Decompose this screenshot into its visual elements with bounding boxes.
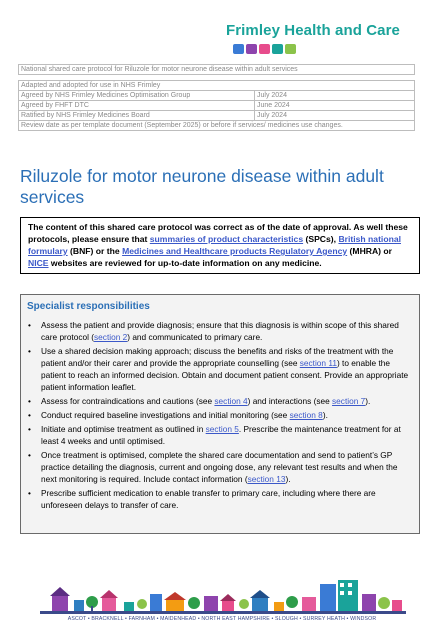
item-text: ) and communicated to primary care. [127,332,263,342]
bullet-icon: • [28,488,31,498]
item-text: ). [365,396,371,406]
nice-link[interactable]: NICE [28,258,49,268]
item-text: . Prescribe the maintenance treatment for at least 4 weeks and until optimised. [41,424,401,446]
logo-people-icon [246,44,257,54]
notice-text: (SPCs), [303,234,339,244]
notice-text: (MHRA) or [347,246,393,256]
logo-icons [233,44,296,54]
spc-link[interactable]: summaries of product characteristics [149,234,304,244]
item-text: Once treatment is optimised, complete the shared care documentation and send to patient’s GP practice detailing the diagnosis, current and ongoing dose, any relevant test results and when the next monitoring is required. Include contact information ( [41,450,398,484]
item-text: ) to enable the patient to reach an informed decision. Obtain and document patient consent. Provide an appropriate patient information leaflet. [41,358,409,392]
list-item [27,395,411,407]
page-title: Riluzole for motor neurone disease within adult services [20,166,384,207]
item-text: Initiate and optimise treatment as outlined in [41,424,206,434]
bnf-link[interactable]: British national formulary [28,234,401,256]
item-text: ). [285,474,291,484]
organisation-logo [226,22,400,39]
meta-agreement-date: July 2024 [255,91,415,101]
meta-adopted: Adapted and adopted for use in NHS Frimley [19,81,415,91]
section-link[interactable]: section 7 [332,396,366,406]
bullet-icon: • [28,320,31,330]
logo-text: Frimley Health and Care [225,22,400,39]
notice-text: (BNF) or the [67,246,123,256]
logo-house-icon [272,44,283,54]
meta-agreement-label: Agreed by NHS Frimley Medicines Optimisation Group [19,91,255,101]
bullet-icon: • [28,396,31,406]
section-link[interactable]: section 11 [299,358,337,368]
list-item [27,487,411,511]
notice-text: websites are reviewed for up-to-date information on any medicine. [48,258,322,268]
responsibility-list [27,319,411,513]
footer-towns: ASCOT • BRACKNELL • FARNHAM • MAIDENHEAD • NORTH EAST HAMPSHIRE • SLOUGH • SURREY HEATH • WINDSOR [67,616,377,622]
item-text: Use a shared decision making approach; discuss the benefits and risks of the treatment with the patient and/or their carer and provide the appropriate counselling (see [41,346,394,368]
section-link[interactable]: section 4 [214,396,248,406]
document-meta-table [18,64,415,131]
footer-town-illustration [40,578,406,614]
meta-review-date: Review date as per template document (September 2025) or before if services/ medicines use changes. [19,121,415,131]
bullet-icon: • [28,450,31,460]
list-item [27,319,411,343]
bullet-icon: • [28,424,31,434]
notice-text: The content of this shared care protocol was correct as of the date of approval. As well these protocols, please ensure that [28,222,408,244]
list-item [27,449,411,485]
logo-person-icon [285,44,296,54]
section-link[interactable]: section 5 [205,424,239,434]
section-heading: Specialist responsibilities [27,301,150,312]
section-link[interactable]: section 2 [94,332,128,342]
logo-people-icon [233,44,244,54]
list-item [27,423,411,447]
item-text: ). [322,410,328,420]
list-item [27,409,411,421]
section-link[interactable]: section 13 [247,474,286,484]
bullet-icon: • [28,346,31,356]
list-item [27,345,411,393]
meta-agreement-label: Agreed by FHFT DTC [19,101,255,111]
item-text: Assess for contraindications and cautions (see [41,396,215,406]
meta-agreement-date: July 2024 [255,111,415,121]
specialist-responsibilities-box [20,294,420,534]
logo-heart-icon [259,44,270,54]
mhra-link[interactable]: Medicines and Healthcare products Regulatory Agency [122,246,348,256]
approval-notice-box [20,217,420,274]
item-text: Conduct required baseline investigations and initial monitoring (see [41,410,290,420]
item-text: ) and interactions (see [247,396,333,406]
item-text: Assess the patient and provide diagnosis; ensure that this diagnosis is within scope of this shared care protocol ( [41,320,399,342]
meta-protocol-name: National shared care protocol for Riluzole for motor neurone disease within adult services [19,65,415,75]
meta-agreement-label: Ratified by NHS Frimley Medicines Board [19,111,255,121]
section-link[interactable]: section 8 [289,410,323,420]
bullet-icon: • [28,410,31,420]
item-text: Prescribe sufficient medication to enable transfer to primary care, including where there are unforeseen delays to transfer of care. [41,488,376,510]
meta-agreement-date: June 2024 [255,101,415,111]
